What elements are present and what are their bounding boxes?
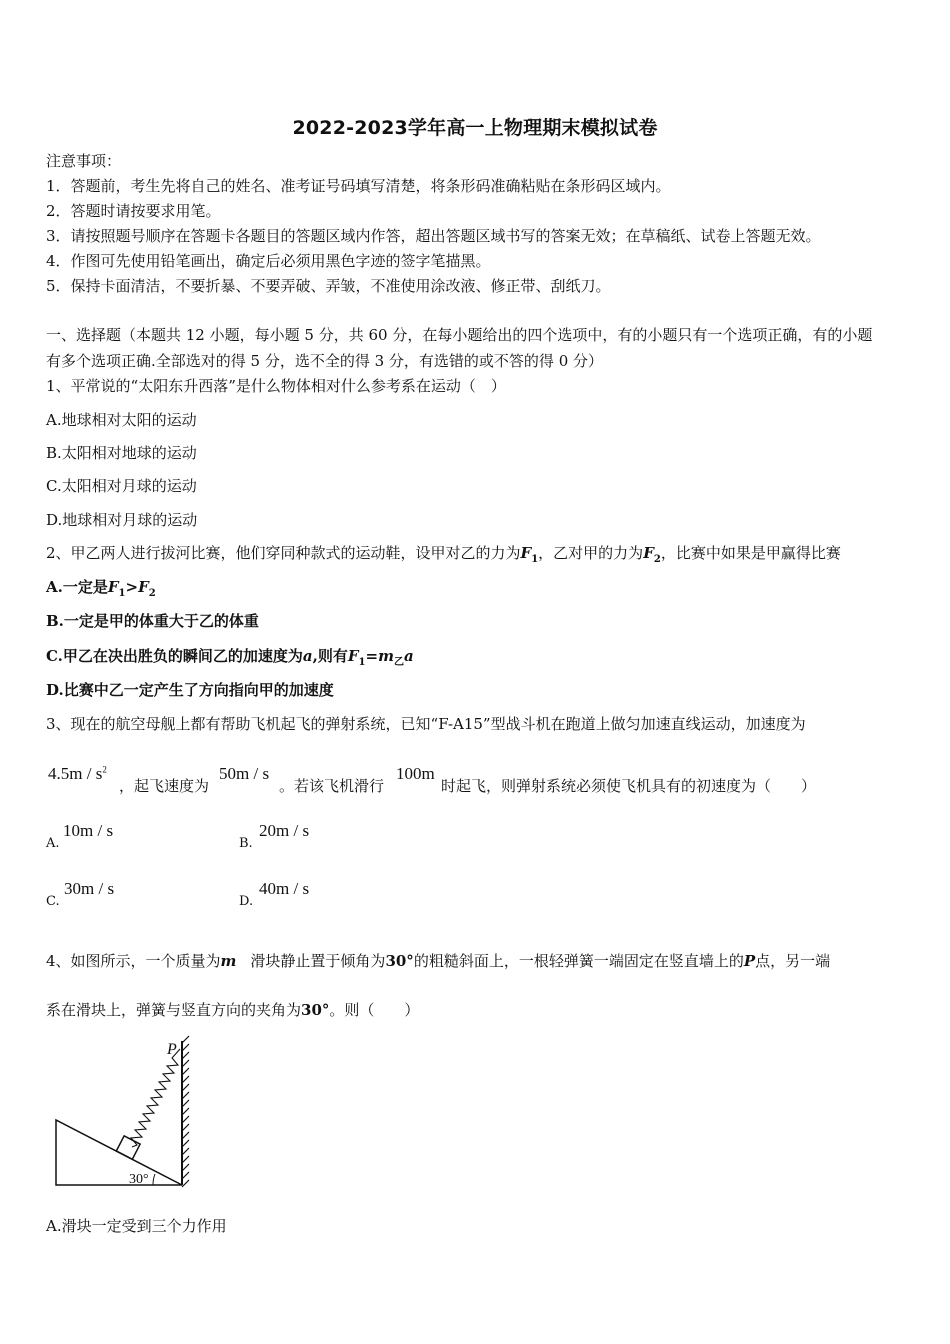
- block-icon: [116, 1136, 140, 1159]
- question-1-option-c: C.太阳相对月球的运动: [46, 477, 197, 495]
- question-3-option-c-label: C.: [46, 894, 60, 909]
- question-3-option-a-value: 10m / s: [63, 821, 114, 840]
- question-4-stem: 4、如图所示，一个质量为m 滑块静止置于倾角为30°的粗糙斜面上，一根轻弹簧一端固定在竖直墙上的P点，另一端: [46, 952, 831, 970]
- question-3-distance: 100m: [396, 764, 435, 783]
- question-4-option-a: A.滑块一定受到三个力作用: [46, 1217, 227, 1235]
- notice-item: 1．答题前，考生先将自己的姓名、准考证号码填写清楚，将条形码准确粘贴在条形码区域内。: [46, 177, 671, 195]
- question-4-stem-line2: 系在滑块上，弹簧与竖直方向的夹角为30°。则（ ）: [46, 1001, 420, 1019]
- page-title: 2022-2023学年高一上物理期末模拟试卷: [292, 117, 658, 139]
- question-3-acceleration: $4.5m / s^2$: [48, 764, 107, 783]
- question-3-text: ，起飞速度为: [119, 777, 210, 795]
- question-1-option-a: A.地球相对太阳的运动: [46, 411, 197, 429]
- notice-item: 5．保持卡面清洁，不要折暴、不要弄破、弄皱，不准使用涂改液、修正带、刮纸刀。: [46, 277, 611, 295]
- question-1-stem: 1、平常说的“太阳东升西落”是什么物体相对什么参考系在运动（ ）: [46, 377, 506, 395]
- question-3-speed: 50m / s: [219, 764, 270, 783]
- angle-label: 30°: [129, 1172, 149, 1187]
- question-3-text: 时起飞，则弹射系统必须使飞机具有的初速度为（ ）: [441, 777, 817, 795]
- notice-item: 2．答题时请按要求用笔。: [46, 202, 221, 220]
- point-p-label: P: [167, 1041, 177, 1058]
- question-3-option-b-label: B.: [239, 836, 253, 851]
- spring-icon: [131, 1049, 180, 1147]
- wall-icon: [182, 1036, 189, 1187]
- question-3-option-b-value: 20m / s: [259, 821, 310, 840]
- question-3-option-d-label: D.: [239, 894, 254, 909]
- question-2-stem: 2、甲乙两人进行拔河比赛，他们穿同种款式的运动鞋，设甲对乙的力为$F_1$，乙对甲的力为$F_2$，比赛中如果是甲赢得比赛: [46, 544, 841, 565]
- question-1-option-d: D.地球相对月球的运动: [46, 511, 198, 529]
- incline-spring-figure: [50, 1035, 200, 1193]
- question-2-option-b: B.一定是甲的体重大于乙的体重: [46, 612, 259, 630]
- question-3-text: 。若该飞机滑行: [279, 777, 385, 795]
- notice-item: 3．请按照题号顺序在答题卡各题目的答题区域内作答，超出答题区域书写的答案无效；在草稿纸、试卷上答题无效。: [46, 227, 821, 245]
- angle-arc-icon: [153, 1174, 155, 1185]
- question-3-option-a-label: A.: [46, 836, 60, 851]
- question-1-option-b: B.太阳相对地球的运动: [46, 444, 197, 462]
- question-3-stem: 3、现在的航空母舰上都有帮助飞机起飞的弹射系统，已知“F-A15”型战斗机在跑道上做匀加速直线运动，加速度为: [46, 715, 806, 733]
- notice-item: 4．作图可先使用铅笔画出，确定后必须用黑色字迹的签字笔描黑。: [46, 252, 491, 270]
- section-instruction: 有多个选项正确.全部选对的得 5 分，选不全的得 3 分，有选错的或不答的得 0 分）: [46, 352, 604, 370]
- question-3-option-c-value: 30m / s: [64, 879, 115, 898]
- notice-heading: 注意事项：: [46, 152, 122, 170]
- question-2-option-c: C.甲乙在决出胜负的瞬间乙的加速度为a,则有$F_1=m_乙a$: [46, 647, 414, 668]
- section-instruction: 一、选择题（本题共 12 小题，每小题 5 分，共 60 分，在每小题给出的四个选项中，有的小题只有一个选项正确，有的小题: [46, 326, 873, 344]
- question-2-option-d: D.比赛中乙一定产生了方向指向甲的加速度: [46, 681, 334, 699]
- question-3-option-d-value: 40m / s: [259, 879, 310, 898]
- question-2-option-a: A.一定是$F_1>F_2$: [46, 578, 156, 599]
